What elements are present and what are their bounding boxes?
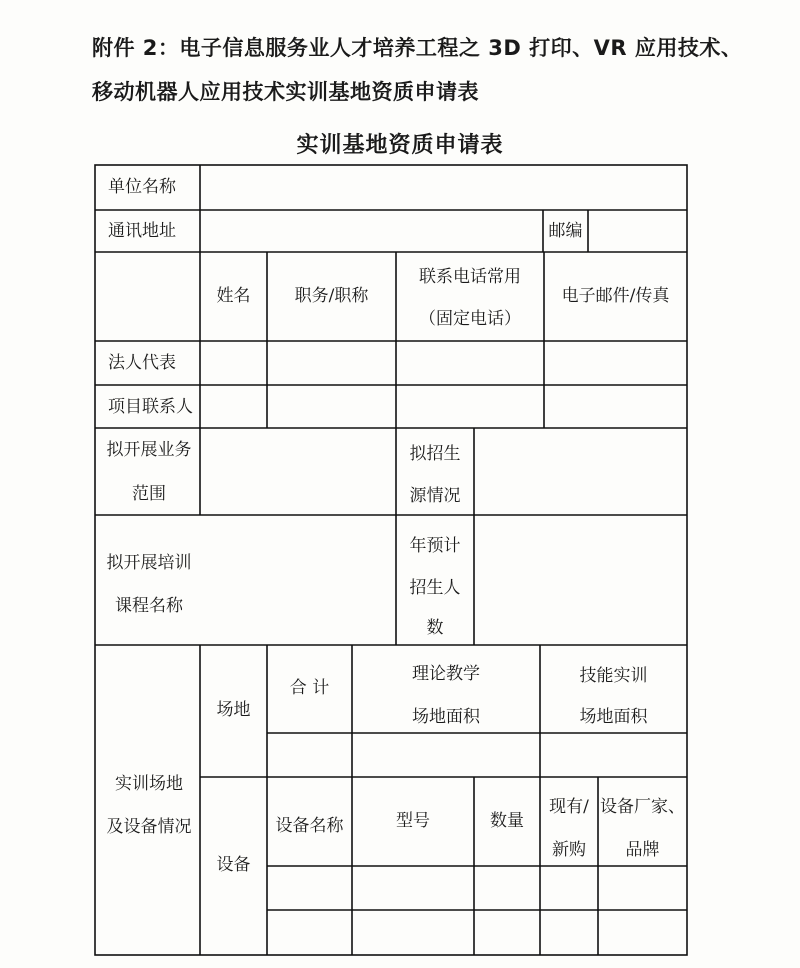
position-column-header: 职务/职称 <box>294 285 369 306</box>
address-label: 通讯地址 <box>108 221 176 242</box>
contact-label: 项目联系人 <box>108 396 193 417</box>
model-header: 型号 <box>396 810 430 831</box>
courses-field[interactable] <box>200 515 396 645</box>
facility-label-line-1: 实训场地 <box>115 774 183 795</box>
annual-label-line-1: 年预计 <box>409 536 461 557</box>
unit-name-label: 单位名称 <box>108 177 176 198</box>
equipment-name-header: 设备名称 <box>275 816 344 837</box>
email-column-header: 电子邮件/传真 <box>561 285 670 306</box>
maker-header-line-1: 设备厂家、 <box>600 797 685 818</box>
status-header-line-1: 现有/ <box>549 797 589 818</box>
courses-label-line-2: 课程名称 <box>115 596 183 617</box>
scope-field[interactable] <box>200 428 396 515</box>
postcode-field[interactable] <box>588 212 686 252</box>
scope-label-line-1: 拟开展业务 <box>106 440 192 461</box>
annual-label-line-2: 招生人 <box>409 578 461 599</box>
theory-area-label-line-2: 场地面积 <box>412 707 480 728</box>
skills-area-label-line-2: 场地面积 <box>579 707 648 728</box>
facility-label-line-2: 及设备情况 <box>106 817 192 838</box>
phone-column-header-line-2: （固定电话） <box>419 309 521 330</box>
address-field[interactable] <box>200 212 542 252</box>
skills-area-label-line-1: 技能实训 <box>579 666 648 687</box>
quantity-header: 数量 <box>490 810 524 831</box>
heading-line-2: 移动机器人应用技术实训基地资质申请表 <box>92 80 479 104</box>
annual-enrollment-field[interactable] <box>474 515 687 645</box>
total-label: 合 计 <box>289 678 330 699</box>
status-header-line-2: 新购 <box>552 840 586 861</box>
source-label-line-1: 拟招生 <box>409 444 461 465</box>
postcode-label: 邮编 <box>548 221 583 242</box>
theory-area-field[interactable] <box>352 733 540 777</box>
legal-rep-label: 法人代表 <box>108 353 176 374</box>
courses-label-line-1: 拟开展培训 <box>106 553 192 574</box>
source-label-line-2: 源情况 <box>409 486 461 507</box>
heading-line-1: 附件 2：电子信息服务业人才培养工程之 3D 打印、VR 应用技术、 <box>92 36 743 60</box>
scope-label-line-2: 范围 <box>132 484 166 505</box>
skills-area-field[interactable] <box>540 733 687 777</box>
unit-name-field[interactable] <box>200 167 686 209</box>
name-column-header: 姓名 <box>216 285 251 306</box>
site-label: 场地 <box>216 700 251 721</box>
equipment-label: 设备 <box>216 855 251 876</box>
phone-column-header-line-1: 联系电话常用 <box>419 267 521 288</box>
theory-area-label-line-1: 理论教学 <box>412 664 480 685</box>
form-title: 实训基地资质申请表 <box>296 132 504 158</box>
annual-label-line-3: 数 <box>426 618 444 639</box>
source-field[interactable] <box>474 428 687 515</box>
total-area-field[interactable] <box>267 733 352 777</box>
maker-header-line-2: 品牌 <box>625 840 660 861</box>
